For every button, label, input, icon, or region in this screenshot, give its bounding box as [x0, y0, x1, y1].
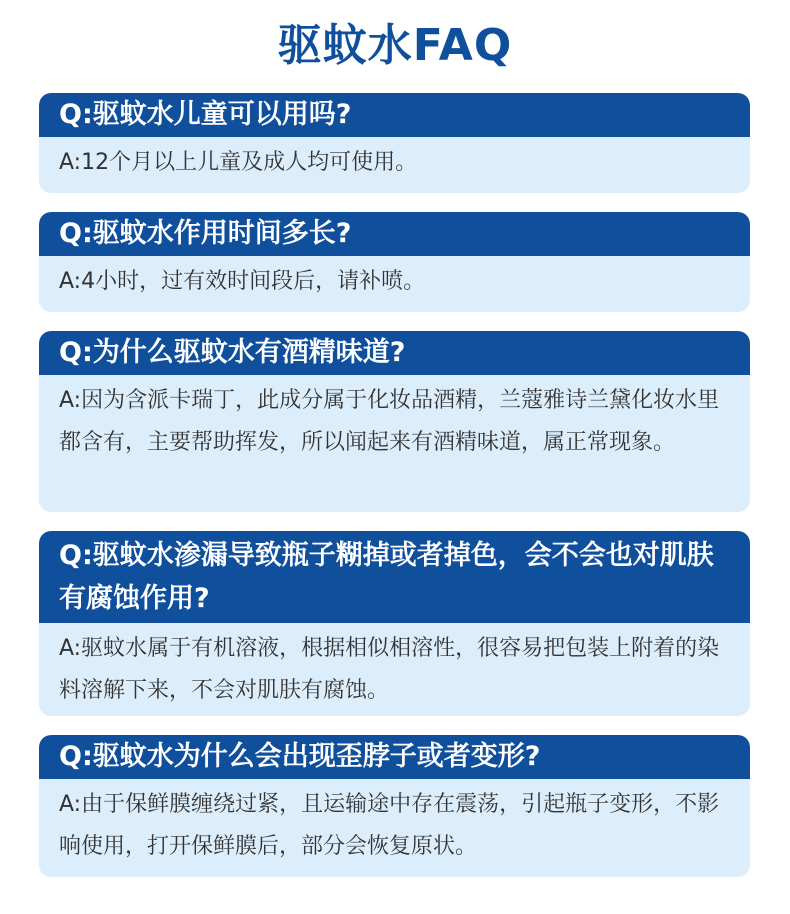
faq-answer: A:4小时，过有效时间段后，请补喷。	[59, 269, 426, 294]
faq-question: Q:驱蚊水渗漏导致瓶子糊掉或者掉色，会不会也对肌肤有腐蚀作用?	[39, 531, 750, 623]
faq-question: Q:驱蚊水作用时间多长?	[39, 212, 750, 256]
faq-answer: A:由于保鲜膜缠绕过紧，且运输途中存在震荡，引起瓶子变形，不影响使用，打开保鲜膜后，部分会恢复原状。	[59, 792, 720, 859]
faq-item	[39, 93, 750, 193]
faq-item	[39, 531, 750, 716]
faq-item	[39, 331, 750, 512]
faq-question: Q:为什么驱蚊水有酒精味道?	[39, 331, 750, 375]
faq-answer: A:因为含派卡瑞丁，此成分属于化妆品酒精，兰蔻雅诗兰黛化妆水里都含有，主要帮助挥发，所以闻起来有酒精味道，属正常现象。	[59, 388, 720, 455]
faq-item	[39, 212, 750, 312]
faq-item	[39, 735, 750, 877]
faq-question: Q:驱蚊水为什么会出现歪脖子或者变形?	[39, 735, 750, 779]
faq-question: Q:驱蚊水儿童可以用吗?	[39, 93, 750, 137]
page-title: 驱蚊水FAQ	[277, 20, 513, 71]
faq-answer: A:12个月以上儿童及成人均可使用。	[59, 150, 418, 175]
faq-answer: A:驱蚊水属于有机溶液，根据相似相溶性，很容易把包装上附着的染料溶解下来，不会对肌肤有腐蚀。	[59, 636, 720, 703]
